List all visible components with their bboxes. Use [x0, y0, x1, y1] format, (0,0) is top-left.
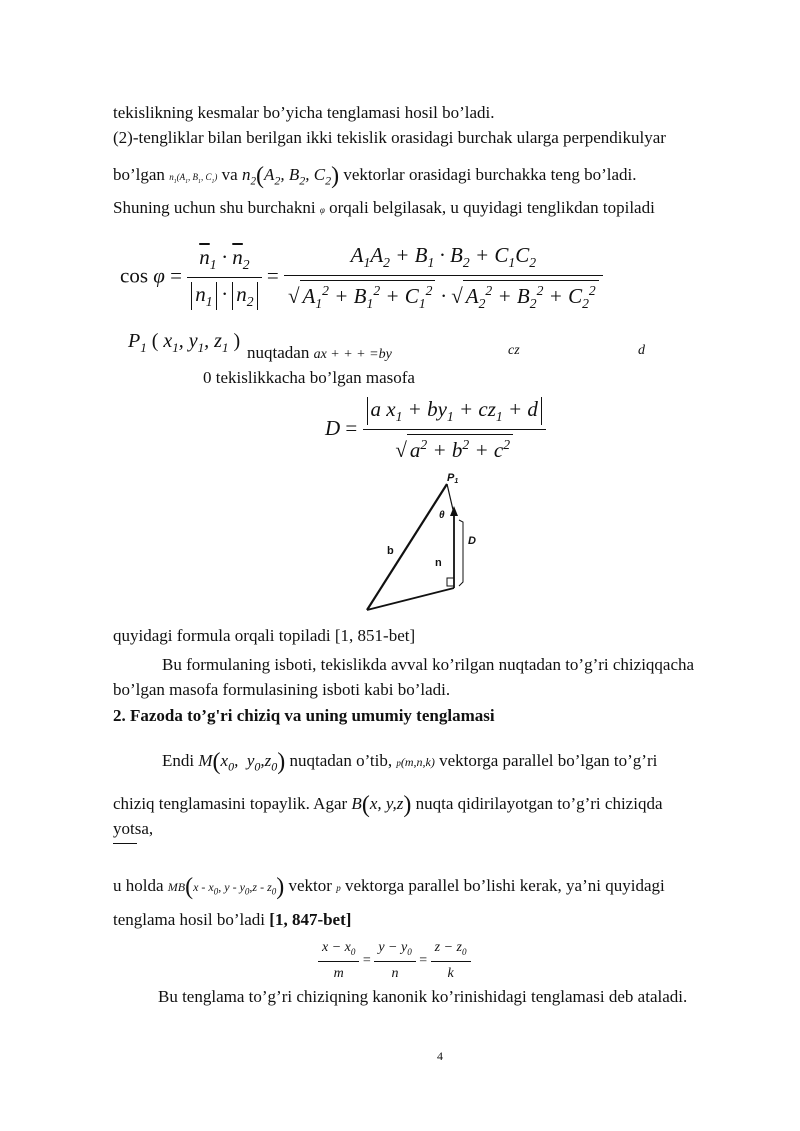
page-number: 4: [437, 1049, 443, 1063]
text-span: vektorlar orasidagi burchakka teng bo’ladi.: [339, 165, 637, 184]
canonical-equation: $\frac{x - x_0}{m}$ = $\frac{y - y_0}{n}$ = $\frac{z - z_0}{k}$: [318, 940, 471, 982]
label-p1: P1: [447, 472, 459, 485]
connector: [447, 484, 454, 514]
label-b: b: [387, 545, 394, 557]
point-b: B(x, y,z): [351, 792, 412, 818]
text-line-11: chiziq tenglamasini topaylik. Agar B(x, y,z) nuqta qidirilayotgan to’g’ri chiziqda: [113, 792, 663, 818]
text-line-15: Bu tenglama to’g’ri chiziqning kanonik ko’rinishidagi tenglamasi deb ataladi.: [158, 987, 688, 1006]
bracket: [459, 520, 463, 586]
overline-mark: [113, 843, 137, 844]
phi-symbol: φ: [319, 205, 325, 215]
distance-formula: D = $\frac{a x_1 + by_1 + cz_1 + d}{√ a^2 + b^2 + c^2}$: [325, 397, 546, 463]
point-m: $M(x_0$, $y_0,z_0$): [198, 749, 286, 775]
text-line-13: u holda $MB(x - x_0$, y - $y_0,z - z_0$) vektor p vektorga parallel bo’lishi kerak, ya’ni quyidagi: [113, 874, 665, 900]
text-line-12: yotsa,: [113, 819, 154, 838]
label-n: n: [435, 557, 442, 569]
text-line-5: nuqtadan ax + + + =by: [247, 343, 392, 362]
text-span: bo’lgan: [113, 165, 170, 184]
text-line-3: [113, 164, 637, 188]
vector-p: p: [396, 758, 401, 768]
text-cz: cz: [508, 343, 520, 358]
vector-mb: $MB(x - x_0$, y - $y_0,z - z_0$): [167, 874, 285, 900]
cos-phi-formula: cos φ = $\frac{\overline{n}_1 \cdot \overline{n}_2}{n_1 \cdot n_2}$ = $\frac{A_1A_2 + B_1 \cdot B_2 + C_1C_2}{√ A_1^2 + B_1^2 + C_1^2 \cdot √ A_2^2 + B_2^2 + C_2^2}$: [120, 243, 603, 312]
section-heading: 2. Fazoda to’g'ri chiziq va uning umumiy tenglamasi: [113, 706, 495, 725]
line-b: [367, 484, 447, 610]
text-d: d: [638, 343, 645, 358]
label-d: D: [468, 535, 476, 547]
text-line-2: (2)-tengliklar bilan berilgan ikki tekislik orasidagi burchak ularga perpendikulyar: [113, 128, 666, 147]
vector-n2: $n_2(A_2$, $B_2$, $C_2$): [241, 163, 340, 189]
text-line-10: Endi $M(x_0$, $y_0,z_0$) nuqtadan o’tib, p(m,n,k) vektorga parallel bo’lgan to’g’ri: [162, 749, 658, 775]
label-theta: θ: [439, 510, 445, 521]
point-p1: $P_1$ ( $x_1$, $y_1$, $z_1$ ): [128, 330, 241, 355]
vector-n1: $n_1(A_1$, $B_1$, $C_1$): [169, 172, 218, 185]
right-angle-mark: [447, 578, 454, 586]
text-line-14: tenglama hosil bo’ladi [1, 847-bet]: [113, 910, 352, 929]
text-span: va: [217, 165, 242, 184]
text-line-1: tekislikning kesmalar bo’yicha tenglamasi hosil bo’ladi.: [113, 103, 495, 122]
text-line-6: 0 tekislikkacha bo’lgan masofa: [203, 368, 415, 387]
text-line-7: quyidagi formula orqali topiladi [1, 851-bet]: [113, 626, 416, 645]
arrow-head: [450, 506, 458, 516]
text-line-9: bo’lgan masofa formulasining isboti kabi bo’ladi.: [113, 680, 451, 699]
distance-diagram: [355, 470, 495, 615]
text-line-8: Bu formulaning isboti, tekislikda avval ko’rilgan nuqtadan to’g’ri chiziqqacha: [162, 655, 695, 674]
text-line-4: Shuning uchun shu burchakni φ orqali belgilasak, u quyidagi tenglikdan topiladi: [113, 198, 655, 217]
